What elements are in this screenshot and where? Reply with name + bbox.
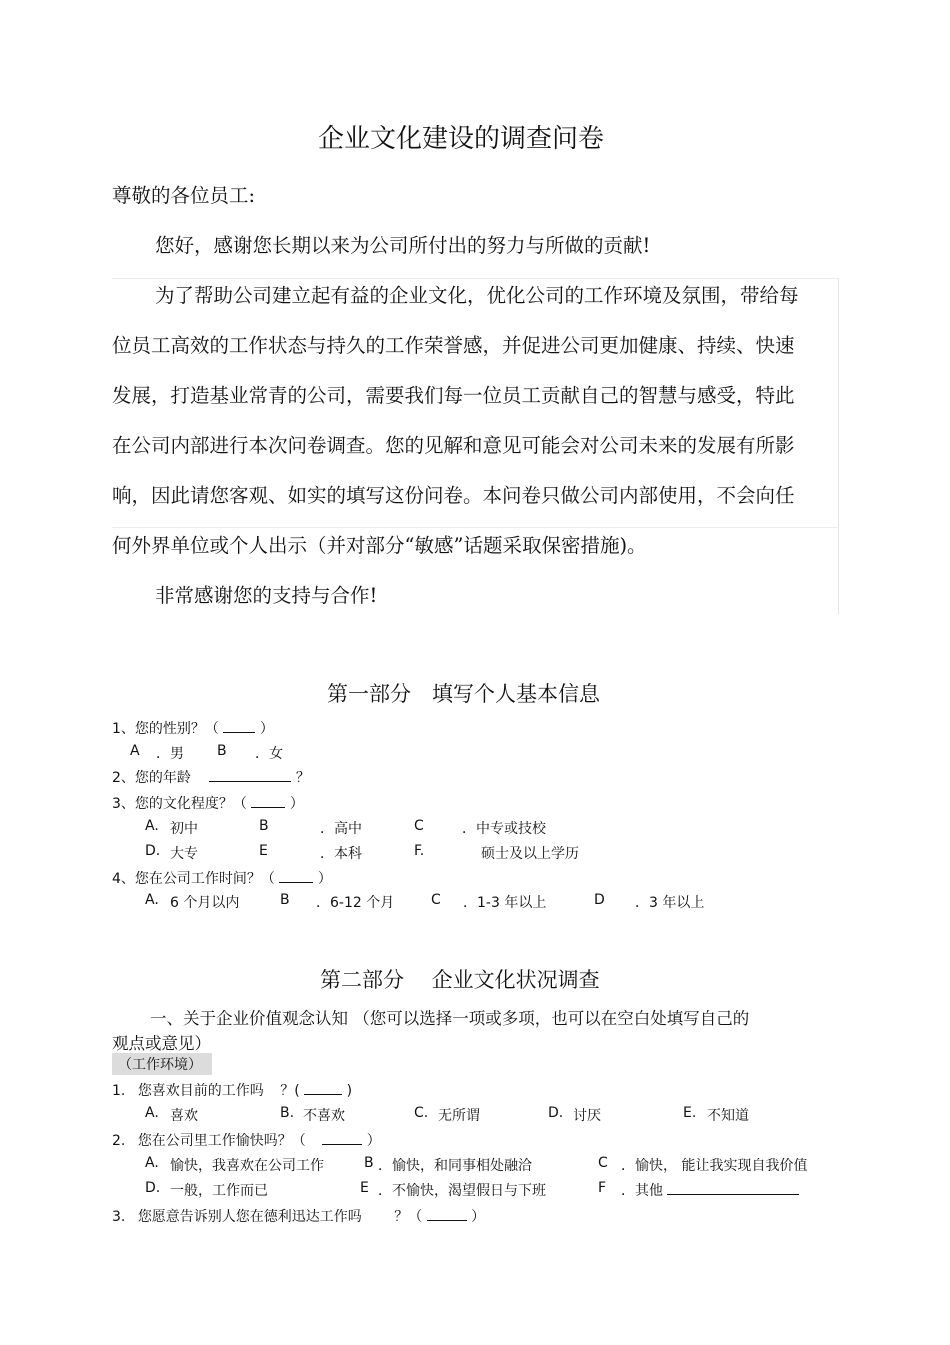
question-text: 您喜欢目前的工作吗 [137, 1083, 264, 1099]
option-label[interactable]: 大专 [170, 846, 198, 862]
thanks-text: 非常感谢您的支持与合作! [155, 584, 378, 607]
option-label[interactable]: ．不愉快，渴望假日与下班 [378, 1183, 546, 1199]
option-letter: F. [414, 843, 425, 859]
option-label[interactable]: ．高中 [320, 821, 362, 837]
guide-line [838, 278, 839, 614]
option-label[interactable]: ．愉快，和同事相处融洽 [378, 1158, 532, 1174]
question-number: 1. [112, 1083, 126, 1099]
option-letter: D. [548, 1105, 564, 1121]
option-letter: B [217, 743, 227, 759]
intro-line: 发展，打造基业常青的公司，需要我们每一位员工贡献自己的智慧与感受，特此 [112, 384, 795, 407]
question-text: 2、您的年龄 [112, 770, 191, 786]
answer-blank[interactable] [251, 793, 285, 808]
question-number: 2. [112, 1133, 126, 1149]
option-label[interactable]: 无所谓 [438, 1108, 480, 1124]
option-letter: A. [145, 818, 159, 834]
answer-blank[interactable] [279, 868, 313, 883]
intro-paragraph-1: 您好，感谢您长期以来为公司所付出的努力与所做的贡献! [155, 234, 651, 257]
intro-line: 响，因此请您客观、如实的填写这份问卷。本问卷只做公司内部使用，不会向任 [112, 484, 795, 507]
option-label[interactable]: ．本科 [320, 846, 362, 862]
part2-title: 第二部分 企业文化状况调查 [320, 968, 600, 992]
option-letter: A. [145, 1155, 159, 1171]
option-label[interactable]: 一般，工作而已 [170, 1183, 268, 1199]
answer-blank[interactable] [223, 718, 255, 733]
guide-line [112, 278, 838, 279]
option-label[interactable]: ．愉快， 能让我实现自我价值 [621, 1158, 808, 1174]
question-close: ） [317, 871, 332, 887]
option-letter: B. [280, 1105, 295, 1121]
option-label[interactable]: 讨厌 [573, 1108, 601, 1124]
option-label[interactable]: 愉快，我喜欢在公司工作 [170, 1158, 324, 1174]
part1-title: 第一部分 填写个人基本信息 [327, 682, 600, 706]
question-tenure [112, 868, 332, 888]
question-mark: ？( [280, 1083, 300, 1099]
answer-blank[interactable] [427, 1206, 467, 1221]
option-letter: E. [683, 1105, 697, 1121]
intro-line: 为了帮助公司建立起有益的企业文化，优化公司的工作环境及氛围，带给每 [155, 284, 799, 307]
option-label[interactable]: ．3 年以上 [635, 895, 705, 911]
option-letter: B [364, 1155, 374, 1171]
option-letter: C. [414, 1105, 429, 1121]
option-letter: D. [145, 1180, 161, 1196]
question-education [112, 793, 304, 813]
question-close: ） [289, 796, 304, 812]
greeting: 尊敬的各位员工: [112, 184, 256, 207]
question-age [112, 767, 310, 787]
option-label[interactable]: ．中专或技校 [462, 821, 546, 837]
option-label[interactable]: ．男 [156, 746, 184, 762]
intro-line: 位员工高效的工作状态与持久的工作荣誉感，并促进公司更加健康、持续、快速 [112, 334, 795, 357]
option-letter: B [259, 818, 269, 834]
question-happy-work [112, 1130, 381, 1150]
option-letter: D. [145, 843, 161, 859]
option-label[interactable]: ．6-12 个月 [316, 895, 395, 911]
part2-subtitle: 一、关于企业价值观念认知 （您可以选择一项或多项，也可以在空白处填写自己的 [150, 1009, 750, 1028]
other-answer-blank[interactable] [667, 1180, 799, 1195]
question-recommend [112, 1206, 485, 1226]
intro-line: 在公司内部进行本次问卷调查。您的见解和意见可能会对公司未来的发展有所影 [112, 434, 795, 457]
question-text: 您愿意告诉别人您在德利迅达工作吗 [137, 1209, 362, 1225]
page-title: 企业文化建设的调查问卷 [318, 124, 605, 154]
question-number: 3. [112, 1209, 126, 1225]
option-label[interactable]: 初中 [170, 821, 198, 837]
option-letter: A. [145, 892, 159, 908]
part2-subtitle: 观点或意见） [112, 1034, 211, 1053]
option-letter: C [431, 892, 441, 908]
option-label[interactable]: 6 个月以内 [170, 895, 240, 911]
question-text: 1、您的性别？（ [112, 721, 219, 737]
answer-blank[interactable] [209, 767, 291, 782]
option-letter: E [360, 1180, 369, 1196]
option-label[interactable]: 硕士及以上学历 [481, 846, 579, 862]
option-label[interactable]: 不喜欢 [303, 1108, 345, 1124]
question-gender [112, 718, 274, 738]
intro-line: 何外界单位或个人出示（并对部分“敏感”话题采取保密措施)。 [112, 534, 647, 557]
question-text: 3、您的文化程度？（ [112, 796, 247, 812]
option-label[interactable]: 喜欢 [170, 1108, 198, 1124]
option-letter: C [414, 818, 424, 834]
question-mark: ？（ [394, 1209, 423, 1225]
option-label[interactable]: 不知道 [707, 1108, 749, 1124]
option-label[interactable]: ．1-3 年以上 [463, 895, 547, 911]
option-letter: A. [145, 1105, 159, 1121]
question-text: 您在公司里工作愉快吗？（ [137, 1133, 306, 1149]
option-label[interactable]: ．女 [255, 746, 283, 762]
answer-blank[interactable] [304, 1080, 342, 1095]
option-label[interactable]: ．其他 [621, 1183, 663, 1199]
option-letter: F [598, 1180, 607, 1196]
option-letter: A [130, 743, 140, 759]
category-tag: （工作环境） [112, 1053, 212, 1075]
option-letter: B [280, 892, 290, 908]
option-letter: E [259, 843, 268, 859]
question-close: ) [346, 1083, 353, 1099]
question-close: ） [471, 1209, 486, 1225]
question-close: ？ [295, 770, 310, 786]
option-letter: C [598, 1155, 608, 1171]
question-close: ） [366, 1133, 381, 1149]
option-other [621, 1180, 799, 1200]
question-like-work [112, 1080, 352, 1100]
question-text: 4、您在公司工作时间？（ [112, 871, 275, 887]
option-letter: D [594, 892, 605, 908]
question-close: ） [259, 721, 274, 737]
guide-line [112, 527, 838, 528]
answer-blank[interactable] [322, 1130, 362, 1145]
